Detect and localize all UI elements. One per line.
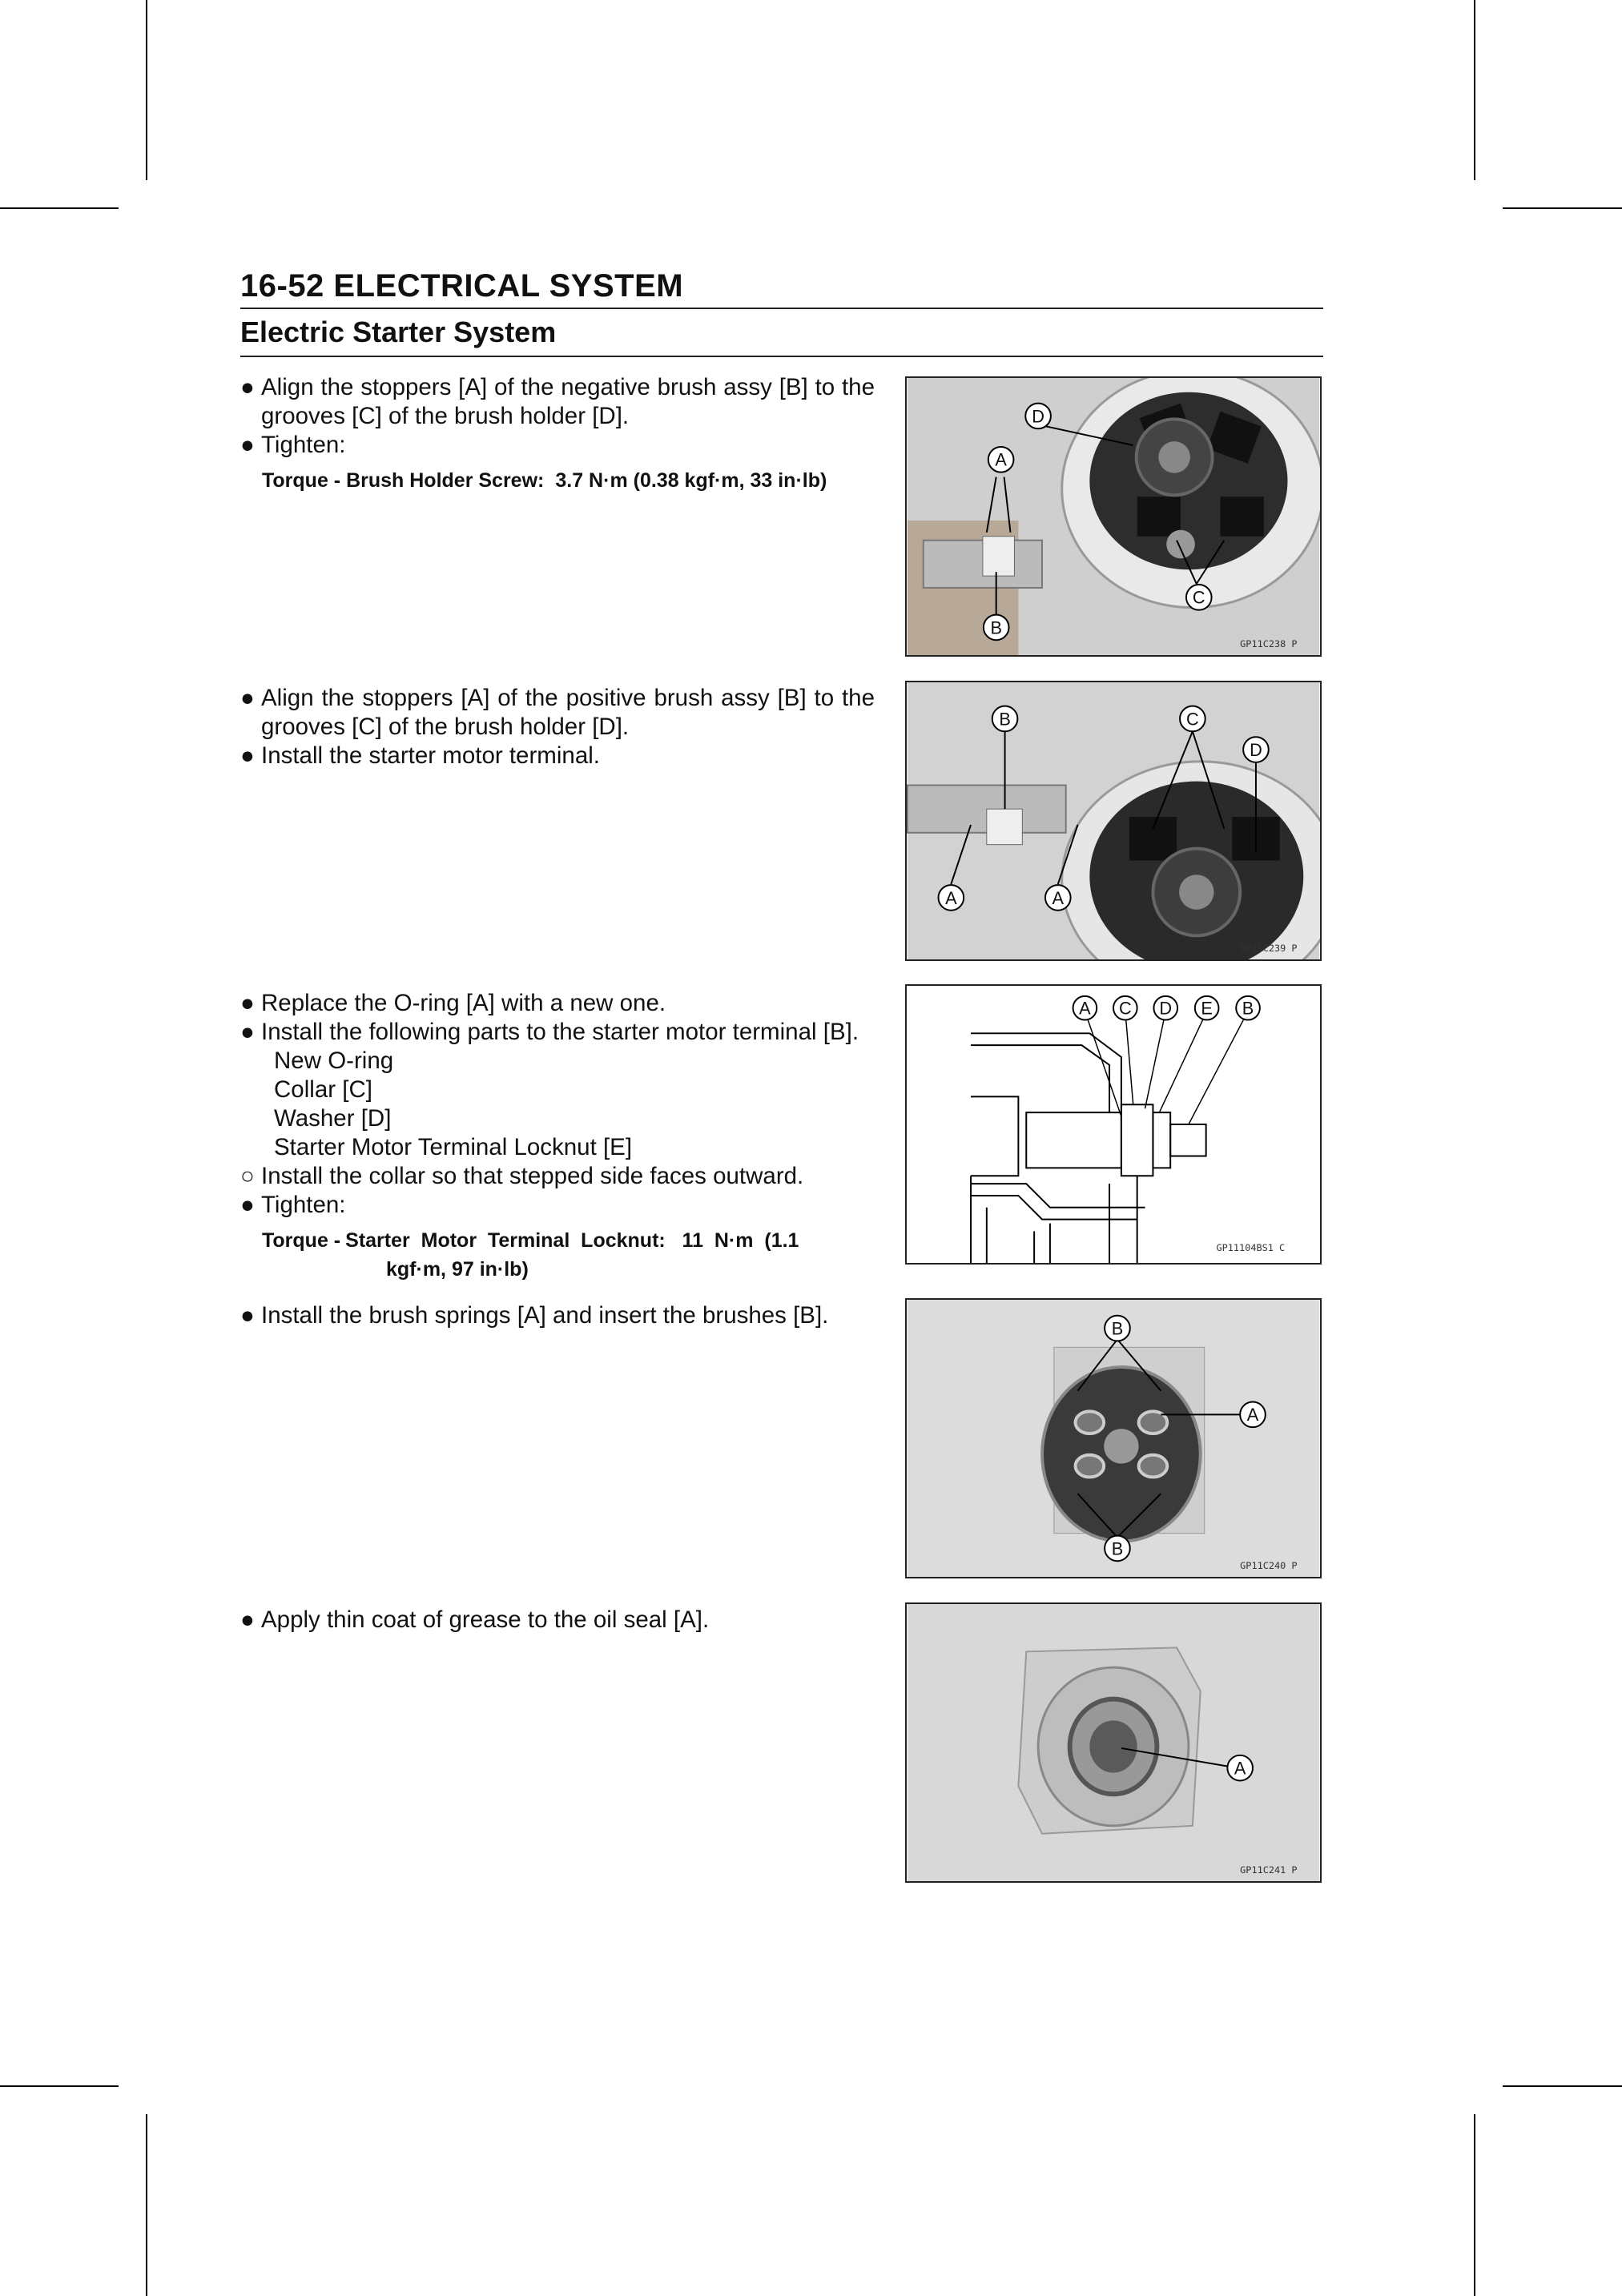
bullet-icon: ●: [240, 1606, 255, 1633]
figure-brush-springs: [905, 1298, 1322, 1578]
list-item: [240, 373, 875, 431]
page-title: 16-52 ELECTRICAL SYSTEM: [240, 268, 684, 304]
step-text: Replace the O-ring [A] with a new one.: [261, 990, 666, 1016]
step-text: Align the stoppers [A] of the negative brush assy [B] to the grooves [C] of the brush holder [D].: [261, 374, 875, 429]
terminal-cross-section-diagram: [907, 986, 1320, 1263]
bullet-icon: ●: [240, 1019, 255, 1045]
step-text: Tighten:: [261, 1192, 346, 1218]
brush-springs-photo: [907, 1300, 1320, 1577]
crop-mark-bottom-left-h: [0, 2085, 119, 2087]
step-text: Install the following parts to the starter motor terminal [B].: [261, 1019, 859, 1045]
parts-list-item: Washer [D]: [274, 1105, 392, 1132]
step-text: Align the stoppers [A] of the positive brush assy [B] to the grooves [C] of the brush holder [D].: [261, 685, 875, 740]
figure-negative-brush: [905, 376, 1322, 657]
torque-spec: [240, 1226, 875, 1284]
torque-label: Torque -: [262, 1229, 341, 1252]
crop-mark-bottom-right-h: [1503, 2085, 1622, 2087]
figure-code: GP11104BS1 C: [1216, 1242, 1286, 1254]
list-item: [240, 1162, 875, 1191]
parts-list-item: New O-ring: [274, 1047, 394, 1074]
figure-terminal-diagram: [905, 984, 1322, 1265]
callout-label: D: [1159, 998, 1173, 1019]
crop-mark-bottom-left-v: [146, 2114, 147, 2296]
figure-positive-brush: [905, 681, 1322, 961]
step-text: Tighten:: [261, 432, 346, 458]
list-item: [240, 1018, 875, 1047]
figure-oil-seal: [905, 1602, 1322, 1883]
callout-label: B: [1111, 1538, 1124, 1559]
torque-value-continued: kgf·m, 97 in·lb): [386, 1258, 529, 1281]
callout-label: C: [1192, 587, 1205, 608]
step-block-4: [240, 1301, 875, 1330]
torque-value: 3.7 N·m (0.38 kgf·m, 33 in·lb): [555, 469, 827, 492]
torque-label: Torque - Brush Holder Screw:: [262, 469, 545, 492]
list-item: [240, 1301, 875, 1330]
bullet-icon: ●: [240, 1302, 255, 1329]
step-block-5: [240, 1606, 875, 1635]
step-text: Apply thin coat of grease to the oil seal [A].: [261, 1606, 710, 1633]
step-block-2: [240, 684, 875, 770]
callout-label: C: [1118, 998, 1132, 1019]
list-item: [240, 742, 875, 770]
figure-code: GP11C239 P: [1240, 943, 1298, 955]
sub-bullet-icon: ○: [240, 1163, 255, 1189]
callout-label: A: [995, 449, 1007, 470]
step-block-1: [240, 373, 875, 495]
bullet-icon: ●: [240, 374, 255, 400]
list-item: [240, 431, 875, 460]
list-item: [240, 989, 875, 1018]
crop-mark-top-left-h: [0, 207, 119, 209]
torque-value: Starter Motor Terminal Locknut: 11 N·m (1.1: [345, 1229, 799, 1252]
figure-code: GP11C241 P: [1240, 1864, 1298, 1876]
parts-list-item: Collar [C]: [274, 1076, 372, 1103]
crop-mark-bottom-right-v: [1474, 2114, 1475, 2296]
callout-label: A: [1052, 887, 1065, 908]
callout-label: D: [1250, 739, 1262, 760]
callout-label: A: [1234, 1758, 1246, 1779]
step-block-3: [240, 989, 875, 1284]
bullet-icon: ●: [240, 432, 255, 458]
callout-label: C: [1186, 709, 1199, 730]
crop-mark-top-left-v: [146, 0, 147, 180]
bullet-icon: ●: [240, 1192, 255, 1218]
torque-spec: [240, 466, 875, 495]
brush-holder-photo: [907, 682, 1320, 959]
callout-label: A: [1079, 998, 1091, 1019]
callout-label: B: [1242, 998, 1254, 1019]
callout-label: B: [990, 617, 1002, 638]
list-item: [240, 1191, 875, 1220]
callout-label: E: [1201, 998, 1213, 1019]
crop-mark-top-right-h: [1503, 207, 1622, 209]
figure-code: GP11C238 P: [1240, 638, 1298, 650]
list-item: [240, 1606, 875, 1635]
callout-label: B: [999, 709, 1011, 730]
figure-code: GP11C240 P: [1240, 1560, 1298, 1572]
step-text: Install the brush springs [A] and insert the brushes [B].: [261, 1302, 829, 1329]
page-header: [240, 264, 1323, 357]
step-text: Install the starter motor terminal.: [261, 742, 600, 769]
list-item: [240, 684, 875, 742]
bullet-icon: ●: [240, 742, 255, 769]
crop-mark-top-right-v: [1474, 0, 1475, 180]
callout-label: D: [1032, 406, 1044, 427]
parts-list-item: Starter Motor Terminal Locknut [E]: [274, 1134, 633, 1160]
callout-label: A: [945, 887, 957, 908]
brush-holder-photo: [907, 378, 1320, 655]
callout-label: B: [1111, 1318, 1124, 1339]
callout-label: A: [1246, 1405, 1259, 1425]
step-text: Install the collar so that stepped side faces outward.: [261, 1163, 804, 1189]
bullet-icon: ●: [240, 990, 255, 1016]
oil-seal-photo: [907, 1604, 1320, 1881]
section-rule: [240, 356, 1323, 357]
section-title: Electric Starter System: [240, 316, 557, 348]
bullet-icon: ●: [240, 685, 255, 711]
